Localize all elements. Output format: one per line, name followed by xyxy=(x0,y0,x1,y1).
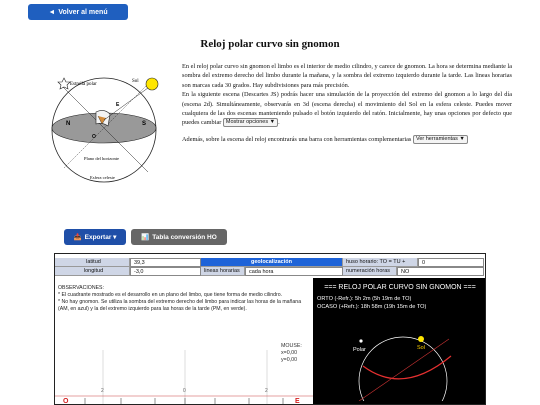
polar-star-icon xyxy=(359,339,362,342)
export-button-label: Exportar ▾ xyxy=(84,234,117,241)
left-arrow-icon: ◄ xyxy=(48,8,56,16)
celestial-sphere-3d xyxy=(313,311,486,401)
north-label: N xyxy=(66,121,71,127)
description-paragraph-3: Además, sobre la escena del reloj encontrarás una barra con herramientas complementarias Ver herramientas ▼ xyxy=(182,135,512,144)
mouse-x: x=0,00 xyxy=(281,350,298,356)
horizon-label: Plano del horizonte xyxy=(84,156,119,161)
observation-2: * No hay gnomon. Se utiliza la sombra del extremo derecho del limbo para indicar las horas de la mañana (AM, en azul) y la del extremo izquierdo para las horas de la tarde (PM, en verde). xyxy=(58,299,302,312)
star-label: Estrella polar xyxy=(70,82,97,87)
sim-row-2 xyxy=(55,267,484,276)
sim-row-1 xyxy=(55,258,484,267)
hour-numbering-select[interactable]: NO xyxy=(397,267,484,276)
sol-label: Sol xyxy=(417,345,425,351)
west-label: O xyxy=(92,134,96,140)
mouse-label: MOUSE: xyxy=(281,343,302,349)
tick-label-left: 2 xyxy=(101,388,104,394)
conversion-table-button[interactable] xyxy=(131,229,227,245)
conversion-table-label: Tabla conversión HO xyxy=(152,233,217,241)
tick-label-right: 2 xyxy=(265,388,268,394)
celestial-sphere-label: Esfera celeste xyxy=(90,175,115,180)
observation-1: * El cuadrante mostrado es el desarrollo en un plano del limbo, que tiene forma de medio cilindro. xyxy=(58,292,283,298)
latitude-label: latitud xyxy=(55,258,130,267)
description-paragraph-1: En el reloj polar curvo sin gnomon el limbo es el interior de medio cilindro, y carece de gnomon. La hora se determina mediante la sombra del extremo derecho del limbo durante la mañana, y la sombra del extremo izquierdo durante la tarde. Las lineas horarias son marcas cada 30 grados. Hay subdivisiones para más precisión. xyxy=(182,63,512,89)
polar-label: Polar xyxy=(353,347,366,353)
timezone-input[interactable]: 0 xyxy=(418,258,484,267)
scene-3d-title: === RELOJ POLAR CURVO SIN GNOMON === xyxy=(324,284,476,291)
latitude-input[interactable]: 39,3 xyxy=(130,258,201,267)
south-label: S xyxy=(142,121,147,127)
description xyxy=(182,62,512,144)
description-paragraph-2: En la siguiente escena (Descartes JS) podrás hacer una simulación de la proyección del extremo del gnomon a lo largo del día (escena 2d). Simultáneamente, observarás en 3d (escena derecha) el movimiento del Sol en la esfera celeste. Puedes mover cualquiera de las dos escenas manteniendo pulsado el botón izquierdo del ratón. Inicialmente, hay unas opciones por defecto que puedes cambiar Mostrar opciones ▼ . xyxy=(182,91,512,127)
chart-icon: 📊 xyxy=(141,234,150,241)
show-options-button[interactable]: Mostrar opciones ▼ xyxy=(223,118,278,127)
download-icon: 📥 xyxy=(73,234,82,241)
observations xyxy=(58,285,313,313)
tick-label-mid: 0 xyxy=(183,388,186,394)
timezone-label: huso horario: TO = TU + xyxy=(343,258,418,267)
hour-lines-label: lineas horarias xyxy=(201,267,245,276)
sunset-text: OCASO (+Refr.): 18h 58m (19h 15m de TO) xyxy=(317,304,427,310)
hour-numbering-label: numeración horas xyxy=(343,267,397,276)
longitude-input[interactable]: -3,0 xyxy=(130,267,201,276)
celestial-3d-scene[interactable] xyxy=(313,278,486,405)
west-corner-label: O xyxy=(63,398,69,405)
page-title: Reloj polar curvo sin gnomon xyxy=(200,38,340,50)
hour-lines-select[interactable]: cada hora xyxy=(245,267,343,276)
back-button-label: Volver al menú xyxy=(58,8,108,16)
polar-clock-diagram xyxy=(44,72,174,184)
east-label: E xyxy=(116,102,120,108)
back-to-menu-button[interactable] xyxy=(28,4,128,20)
observations-title: OBSERVACIONES: xyxy=(58,285,104,291)
sunrise-text: ORTO (-Refr.): 5h 2m (5h 19m de TO) xyxy=(317,296,412,302)
dial-2d-scene[interactable] xyxy=(55,350,313,405)
mouse-y: y=0,00 xyxy=(281,357,298,363)
simulation-scene[interactable] xyxy=(54,253,486,405)
sun-label: Sol xyxy=(132,79,139,84)
export-button[interactable] xyxy=(64,229,126,245)
sun-icon xyxy=(418,336,424,342)
show-tools-button[interactable]: Ver herramientas ▼ xyxy=(413,135,468,144)
east-corner-label: E xyxy=(295,398,300,405)
geolocation-button[interactable]: geolocalización xyxy=(201,258,343,267)
longitude-label: longitud xyxy=(55,267,130,276)
